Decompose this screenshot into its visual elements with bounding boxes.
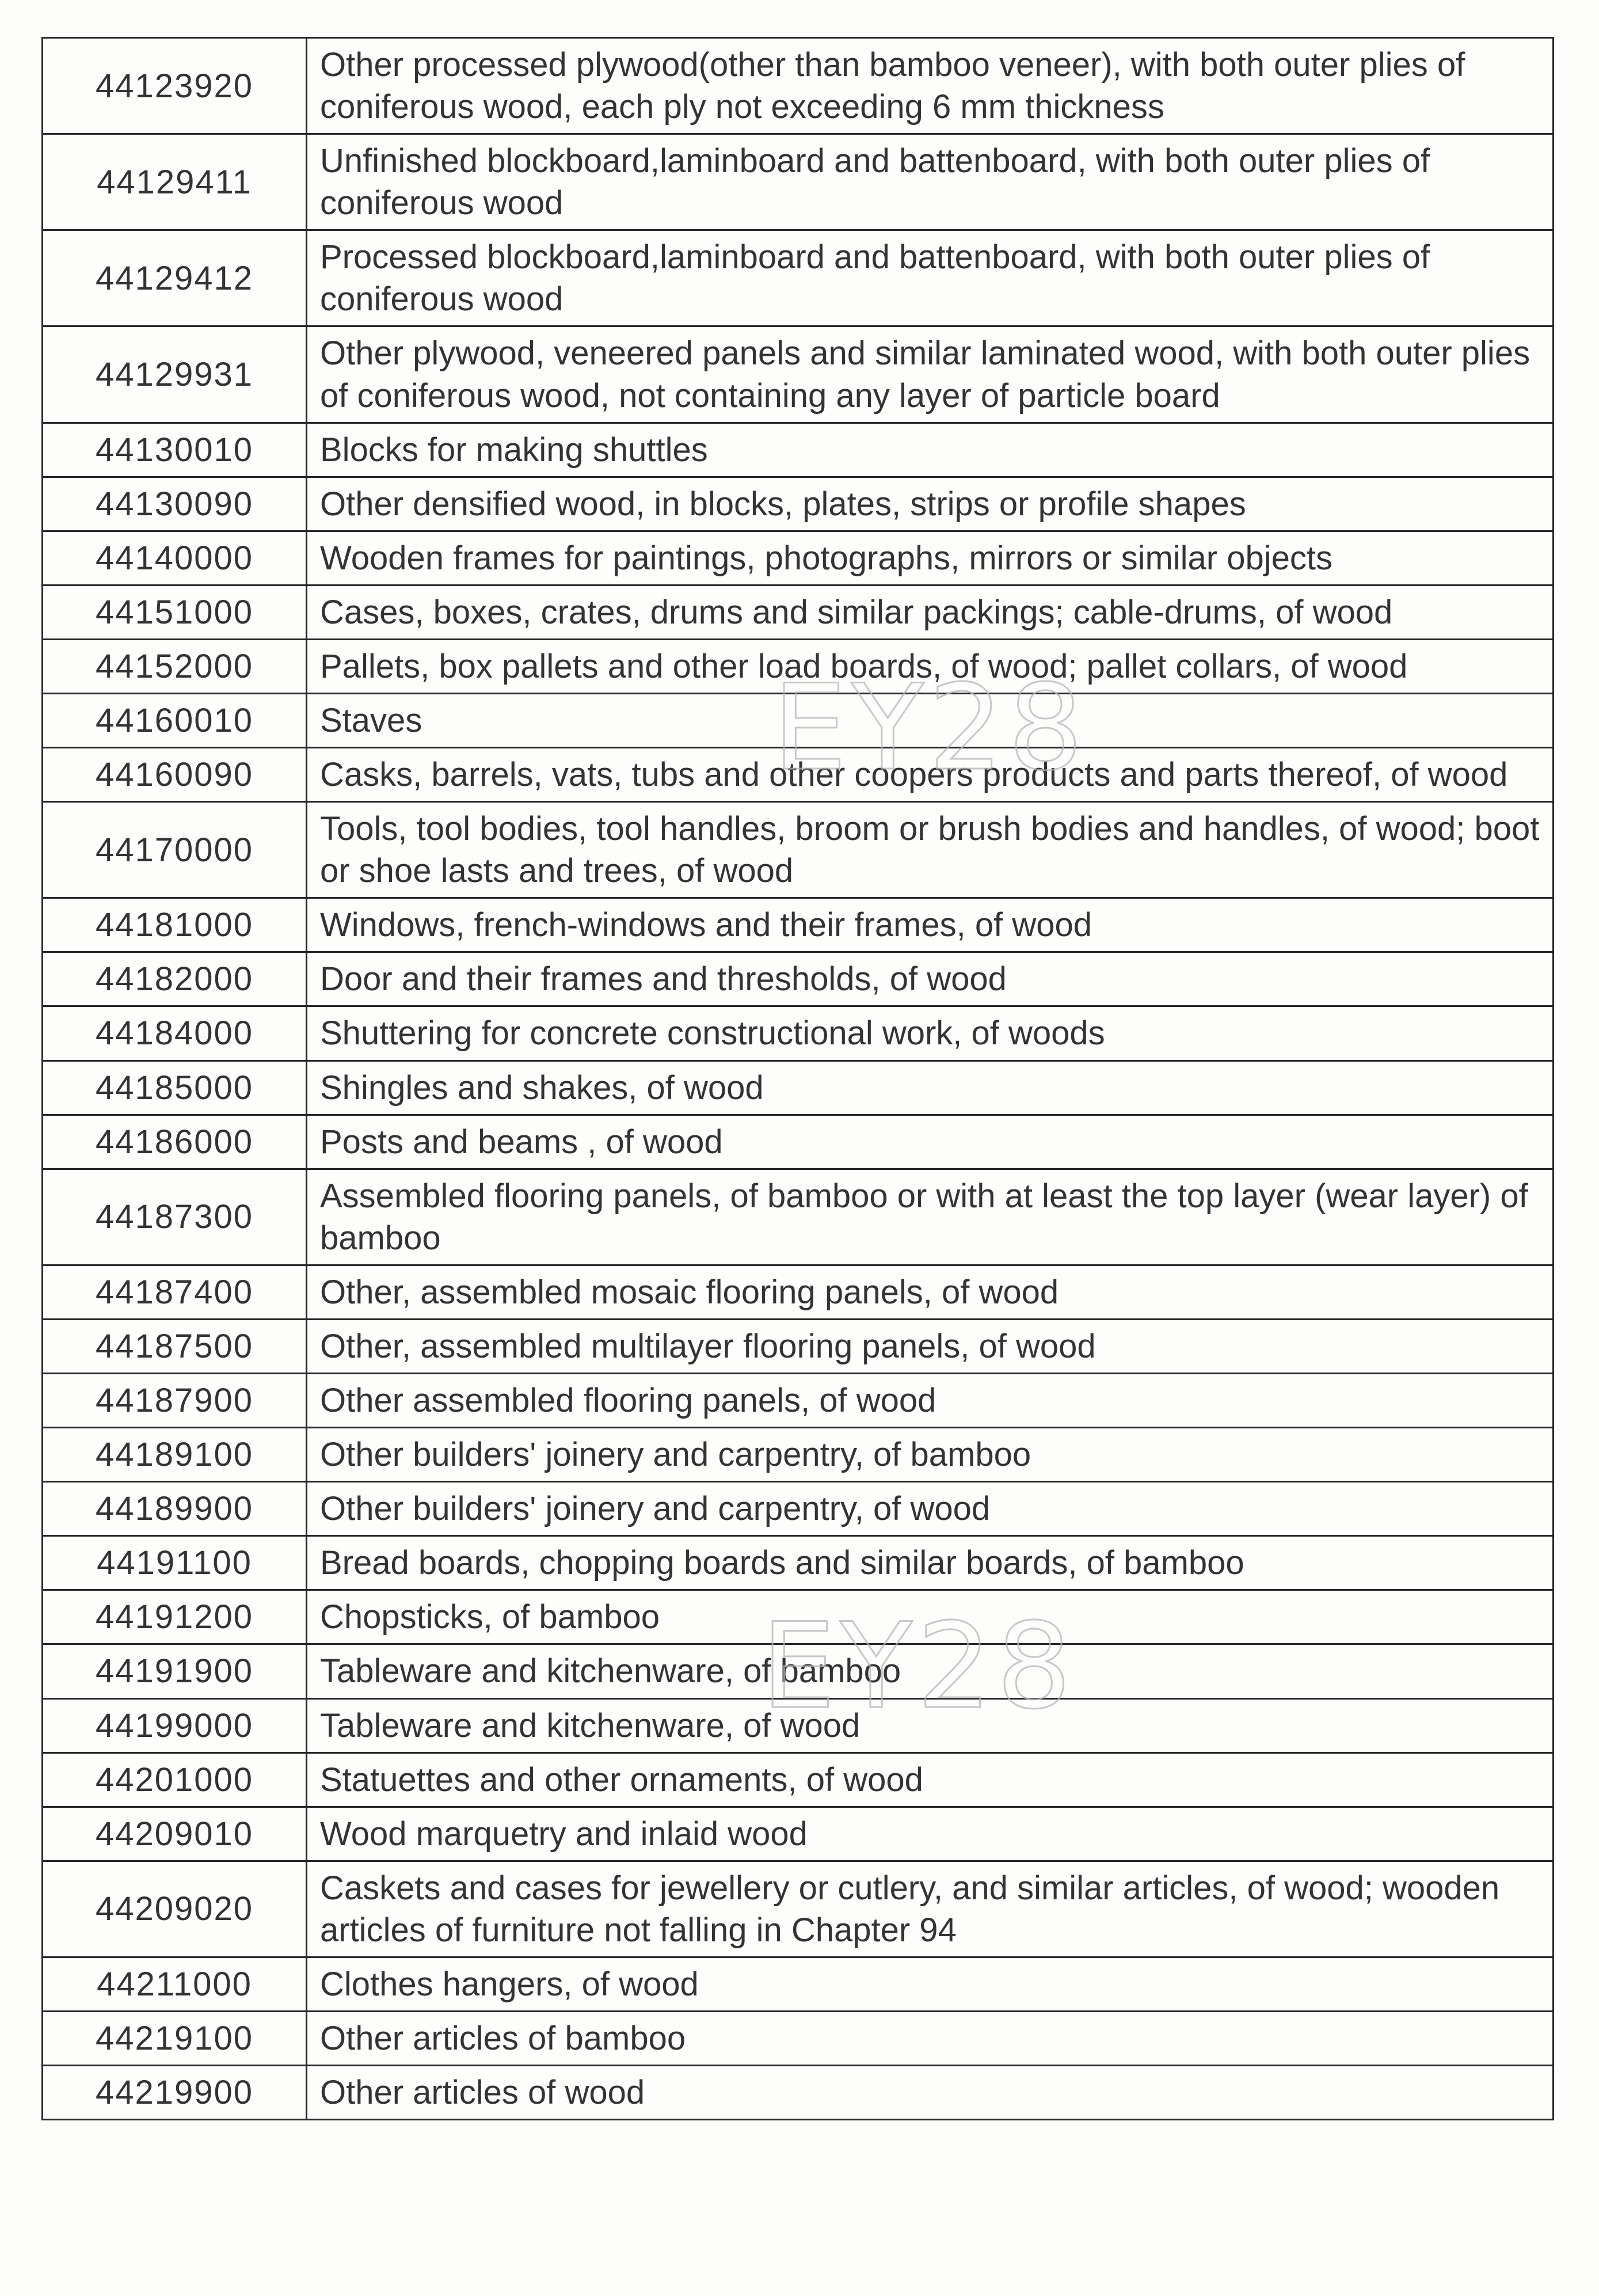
description-cell: Unfinished blockboard,laminboard and battenboard, with both outer plies of coniferous wood	[307, 134, 1554, 230]
hs-code-cell: 44129931	[43, 326, 307, 423]
hs-code-cell: 44129412	[43, 230, 307, 326]
description-cell: Pallets, box pallets and other load boards, of wood; pallet collars, of wood	[307, 639, 1554, 693]
description-cell: Other processed plywood(other than bamboo veneer), with both outer plies of coniferous wood, each ply not exceeding 6 mm thickness	[307, 38, 1554, 134]
hs-code-cell: 44123920	[43, 38, 307, 134]
description-cell: Casks, barrels, vats, tubs and other coopers products and parts thereof, of wood	[307, 748, 1554, 802]
description-cell: Posts and beams , of wood	[307, 1115, 1554, 1169]
description-cell: Shingles and shakes, of wood	[307, 1060, 1554, 1115]
watermark-text: EY28	[772, 660, 1088, 797]
hs-code-table-body	[43, 38, 1554, 2120]
table-row	[43, 1319, 1554, 1373]
table-row	[43, 1169, 1554, 1265]
description-cell: Wood marquetry and inlaid wood	[307, 1807, 1554, 1861]
hs-code-cell: 44199000	[43, 1698, 307, 1753]
description-cell: Caskets and cases for jewellery or cutlery, and similar articles, of wood; wooden articles of furniture not falling in Chapter 94	[307, 1861, 1554, 1957]
description-cell: Other, assembled multilayer flooring panels, of wood	[307, 1319, 1554, 1373]
description-cell: Processed blockboard,laminboard and battenboard, with both outer plies of coniferous wood	[307, 230, 1554, 326]
table-row	[43, 1590, 1554, 1644]
hs-code-cell: 44209010	[43, 1807, 307, 1861]
hs-code-table-container	[41, 37, 1554, 2120]
hs-code-cell: 44201000	[43, 1753, 307, 1807]
hs-code-cell: 44152000	[43, 639, 307, 693]
table-row	[43, 585, 1554, 639]
description-cell: Other articles of wood	[307, 2066, 1554, 2120]
table-row	[43, 1861, 1554, 1957]
table-row	[43, 802, 1554, 898]
table-row	[43, 1265, 1554, 1319]
table-row	[43, 1428, 1554, 1482]
hs-code-cell: 44186000	[43, 1115, 307, 1169]
hs-code-cell: 44187400	[43, 1265, 307, 1319]
description-cell: Assembled flooring panels, of bamboo or with at least the top layer (wear layer) of bamboo	[307, 1169, 1554, 1265]
hs-code-cell: 44187500	[43, 1319, 307, 1373]
hs-code-cell: 44187300	[43, 1169, 307, 1265]
table-row	[43, 230, 1554, 326]
table-row	[43, 1644, 1554, 1698]
hs-code-cell: 44181000	[43, 898, 307, 952]
description-cell: Other articles of bamboo	[307, 2011, 1554, 2065]
description-cell: Tableware and kitchenware, of wood	[307, 1698, 1554, 1753]
table-row	[43, 477, 1554, 531]
description-cell: Shuttering for concrete constructional work, of woods	[307, 1006, 1554, 1060]
table-row	[43, 952, 1554, 1006]
description-cell: Other densified wood, in blocks, plates, strips or profile shapes	[307, 477, 1554, 531]
description-cell: Bread boards, chopping boards and similar boards, of bamboo	[307, 1536, 1554, 1590]
description-cell: Tools, tool bodies, tool handles, broom or brush bodies and handles, of wood; boot or shoe lasts and trees, of wood	[307, 802, 1554, 898]
hs-code-cell: 44160010	[43, 694, 307, 748]
hs-code-cell: 44211000	[43, 1957, 307, 2011]
table-row	[43, 531, 1554, 585]
hs-code-cell: 44151000	[43, 585, 307, 639]
description-cell: Other assembled flooring panels, of wood	[307, 1374, 1554, 1428]
table-row	[43, 1060, 1554, 1115]
table-row	[43, 326, 1554, 423]
table-row	[43, 423, 1554, 477]
description-cell: Tableware and kitchenware, of bamboo	[307, 1644, 1554, 1698]
hs-code-cell: 44160090	[43, 748, 307, 802]
table-row	[43, 748, 1554, 802]
description-cell: Wooden frames for paintings, photographs, mirrors or similar objects	[307, 531, 1554, 585]
table-row	[43, 1374, 1554, 1428]
description-cell: Other builders' joinery and carpentry, of wood	[307, 1482, 1554, 1536]
table-row	[43, 639, 1554, 693]
hs-code-cell: 44191100	[43, 1536, 307, 1590]
description-cell: Chopsticks, of bamboo	[307, 1590, 1554, 1644]
table-row	[43, 1698, 1554, 1753]
description-cell: Blocks for making shuttles	[307, 423, 1554, 477]
hs-code-cell: 44130090	[43, 477, 307, 531]
hs-code-cell: 44191200	[43, 1590, 307, 1644]
description-cell: Other plywood, veneered panels and similar laminated wood, with both outer plies of coniferous wood, not containing any layer of particle board	[307, 326, 1554, 423]
table-row	[43, 1115, 1554, 1169]
table-row	[43, 2011, 1554, 2065]
description-cell: Windows, french-windows and their frames, of wood	[307, 898, 1554, 952]
table-row	[43, 694, 1554, 748]
table-row	[43, 1006, 1554, 1060]
table-row	[43, 1807, 1554, 1861]
hs-code-cell: 44191900	[43, 1644, 307, 1698]
hs-code-cell: 44209020	[43, 1861, 307, 1957]
table-row	[43, 898, 1554, 952]
table-row	[43, 1957, 1554, 2011]
hs-code-cell: 44219100	[43, 2011, 307, 2065]
table-row	[43, 134, 1554, 230]
description-cell: Clothes hangers, of wood	[307, 1957, 1554, 2011]
description-cell: Statuettes and other ornaments, of wood	[307, 1753, 1554, 1807]
description-cell: Other builders' joinery and carpentry, of bamboo	[307, 1428, 1554, 1482]
hs-code-cell: 44219900	[43, 2066, 307, 2120]
table-row	[43, 1753, 1554, 1807]
table-row	[43, 38, 1554, 134]
hs-code-cell: 44187900	[43, 1374, 307, 1428]
table-row	[43, 1536, 1554, 1590]
table-row	[43, 1482, 1554, 1536]
hs-code-cell: 44130010	[43, 423, 307, 477]
hs-code-cell: 44185000	[43, 1060, 307, 1115]
description-cell: Other, assembled mosaic flooring panels, of wood	[307, 1265, 1554, 1319]
hs-code-cell: 44140000	[43, 531, 307, 585]
hs-code-cell: 44129411	[43, 134, 307, 230]
watermark-text: EY28	[761, 1598, 1076, 1735]
description-cell: Staves	[307, 694, 1554, 748]
hs-code-cell: 44182000	[43, 952, 307, 1006]
hs-code-cell: 44170000	[43, 802, 307, 898]
description-cell: Cases, boxes, crates, drums and similar packings; cable-drums, of wood	[307, 585, 1554, 639]
hs-code-table	[41, 37, 1554, 2120]
hs-code-cell: 44189900	[43, 1482, 307, 1536]
hs-code-cell: 44184000	[43, 1006, 307, 1060]
description-cell: Door and their frames and thresholds, of wood	[307, 952, 1554, 1006]
table-row	[43, 2066, 1554, 2120]
hs-code-cell: 44189100	[43, 1428, 307, 1482]
